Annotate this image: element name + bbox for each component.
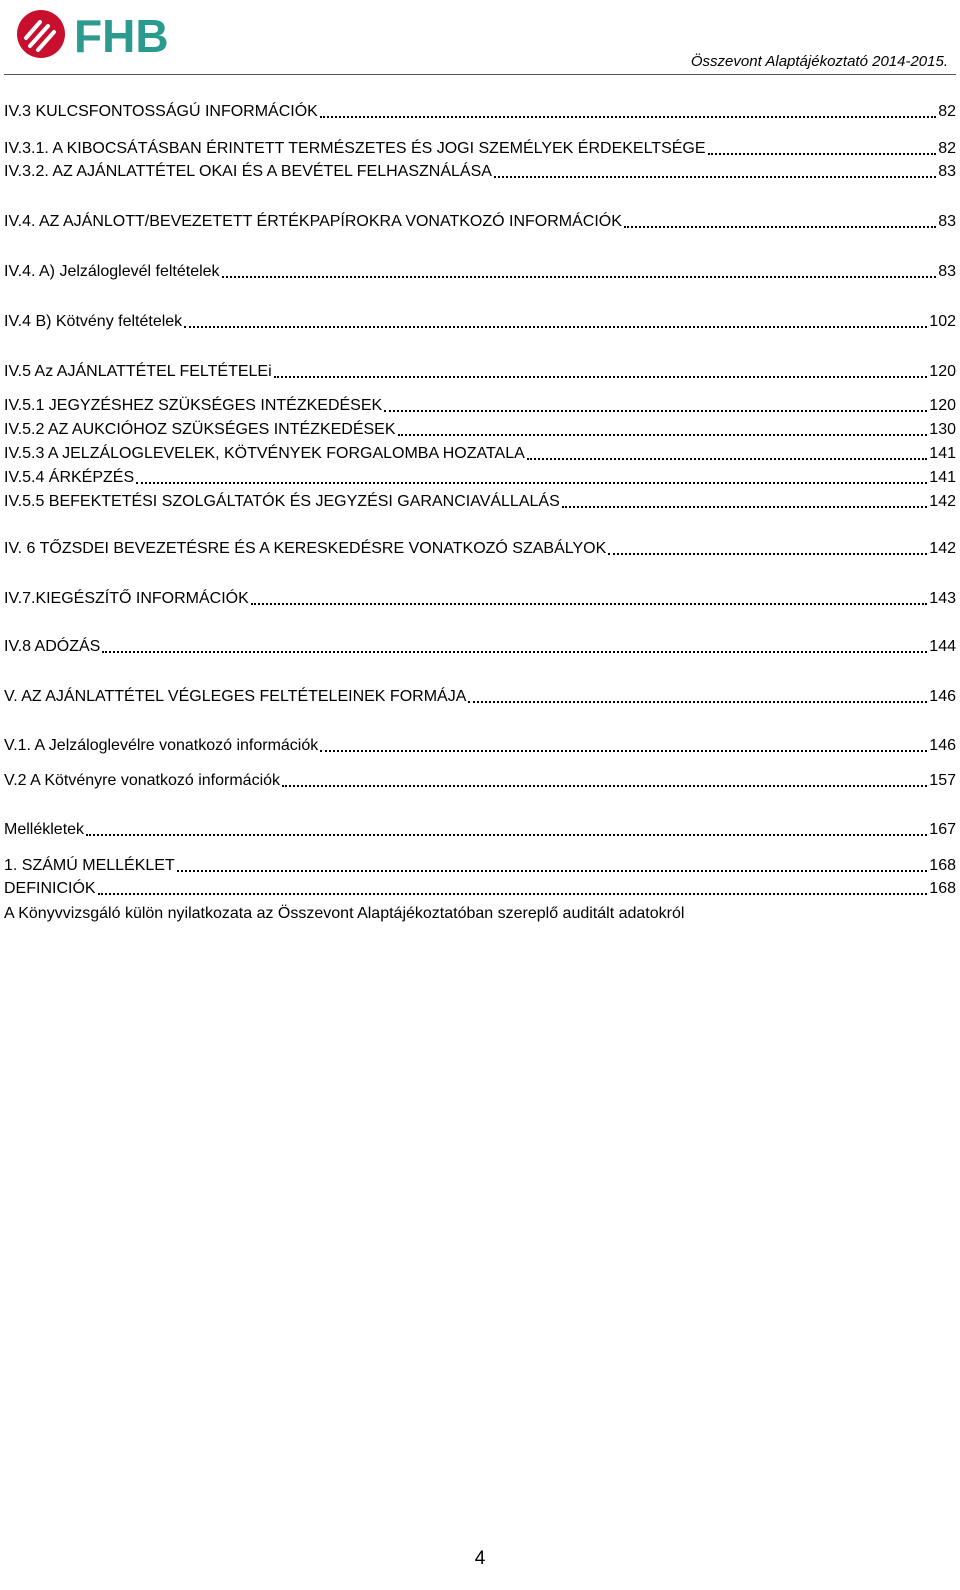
toc-entry-label: IV.5.3 A JELZÁLOGLEVELEK, KÖTVÉNYEK FORGALOMBA HOZATALA [4, 445, 525, 462]
toc-entry-label: V. AZ AJÁNLATTÉTEL VÉGLEGES FELTÉTELEINEK FORMÁJA [4, 688, 467, 705]
toc-entry-label: IV.5.1 JEGYZÉSHEZ SZÜKSÉGES INTÉZKEDÉSEK [4, 397, 383, 414]
toc-entry[interactable] [4, 260, 956, 282]
toc-entry-page: 82 [938, 140, 956, 157]
toc-entry-page: 146 [929, 737, 956, 754]
toc-entry[interactable] [4, 769, 956, 791]
svg-text:FHB: FHB [74, 10, 169, 60]
toc-entry-page: 102 [929, 313, 956, 330]
toc-entry-label: IV.4. AZ AJÁNLOTT/BEVEZETETT ÉRTÉKPAPÍROKRA VONATKOZÓ INFORMÁCIÓK [4, 213, 622, 230]
toc-entry-page: 146 [929, 688, 956, 705]
toc-entry-label: IV.8 ADÓZÁS [4, 638, 101, 655]
toc-entry-page: 83 [938, 263, 956, 280]
toc-entry-page: 83 [938, 213, 956, 230]
toc-entry-label: IV.7.KIEGÉSZÍTŐ INFORMÁCIÓK [4, 590, 249, 607]
toc-entry-label: V.1. A Jelzáloglevélre vonatkozó információk [4, 737, 319, 754]
fhb-logo [16, 8, 196, 60]
dot-leader [274, 375, 928, 378]
dot-leader [282, 784, 927, 787]
dot-leader [708, 152, 937, 155]
toc-entry-label: IV.4 B) Kötvény feltételek [4, 313, 183, 330]
dot-leader [624, 225, 936, 228]
toc-entry-page: 120 [929, 363, 956, 380]
dot-leader [384, 409, 927, 412]
dot-leader [608, 552, 927, 555]
toc-entry[interactable] [4, 902, 956, 924]
toc-entry-page: 168 [929, 880, 956, 897]
toc-entry-label: IV.5.5 BEFEKTETÉSI SZOLGÁLTATÓK ÉS JEGYZÉSI GARANCIAVÁLLALÁS [4, 493, 560, 510]
toc-entry-page: 83 [938, 163, 956, 180]
toc-entry-page: 130 [929, 421, 956, 438]
toc-entry-label: IV.5.4 ÁRKÉPZÉS [4, 469, 135, 486]
page-header [0, 0, 960, 76]
toc-entry[interactable] [4, 685, 956, 707]
toc-entry-page: 157 [929, 772, 956, 789]
toc-entry[interactable] [4, 877, 956, 899]
toc-entry-label: A Könyvvizsgáló külön nyilatkozata az Összevont Alaptájékoztatóban szereplő auditált adatokról [4, 905, 685, 922]
toc-entry[interactable] [4, 854, 956, 876]
toc-entry-page: 142 [929, 493, 956, 510]
toc-entry-label: IV.3.1. A KIBOCSÁTÁSBAN ÉRINTETT TERMÉSZETES ÉS JOGI SZEMÉLYEK ÉRDEKELTSÉGE [4, 140, 706, 157]
dot-leader [184, 325, 927, 328]
document-title-note: Összevont Alaptájékoztató 2014-2015. [690, 53, 948, 70]
dot-leader [177, 869, 928, 872]
toc-entry[interactable] [4, 418, 956, 440]
dot-leader [494, 175, 936, 178]
dot-leader [398, 433, 928, 436]
toc-entry[interactable] [4, 818, 956, 840]
toc-entry-page: 144 [929, 638, 956, 655]
toc-entry-label: V.2 A Kötvényre vonatkozó információk [4, 772, 281, 789]
toc-entry-page: 141 [929, 445, 956, 462]
toc-entry[interactable] [4, 360, 956, 382]
toc-entry-label: 1. SZÁMÚ MELLÉKLET [4, 857, 175, 874]
toc-entry-page: 141 [929, 469, 956, 486]
toc-entry-label: IV.5.2 AZ AUKCIÓHOZ SZÜKSÉGES INTÉZKEDÉSEK [4, 421, 396, 438]
toc-entry-label: IV.3.2. AZ AJÁNLATTÉTEL OKAI ÉS A BEVÉTEL FELHASZNÁLÁSA [4, 163, 492, 180]
toc-entry[interactable] [4, 160, 956, 182]
dot-leader [136, 481, 927, 484]
toc-entry-page: 167 [929, 821, 956, 838]
toc-entry-page: 168 [929, 857, 956, 874]
toc-entry-page: 143 [929, 590, 956, 607]
dot-leader [102, 650, 927, 653]
toc-entry-label: Mellékletek [4, 821, 85, 838]
toc-entry-label: IV. 6 TŐZSDEI BEVEZETÉSRE ÉS A KERESKEDÉSRE VONATKOZÓ SZABÁLYOK [4, 540, 607, 557]
toc-entry[interactable] [4, 490, 956, 512]
toc-entry-label: DEFINICIÓK [4, 880, 96, 897]
dot-leader [562, 505, 928, 508]
page-number: 4 [474, 1548, 486, 1569]
toc-entry-label: IV.3 KULCSFONTOSSÁGÚ INFORMÁCIÓK [4, 103, 318, 120]
toc-entry[interactable] [4, 537, 956, 559]
header-divider [4, 74, 956, 75]
toc-entry[interactable] [4, 635, 956, 657]
toc-entry[interactable] [4, 394, 956, 416]
dot-leader [98, 892, 928, 895]
toc-entry[interactable] [4, 587, 956, 609]
toc-entry[interactable] [4, 310, 956, 332]
toc-entry-page: 82 [938, 103, 956, 120]
toc-entry[interactable] [4, 210, 956, 232]
dot-leader [222, 275, 937, 278]
toc-entry[interactable] [4, 734, 956, 756]
toc-entry[interactable] [4, 100, 956, 122]
toc-entry-label: IV.4. A) Jelzáloglevél feltételek [4, 263, 220, 280]
toc-entry[interactable] [4, 137, 956, 159]
dot-leader [468, 700, 927, 703]
dot-leader [320, 115, 936, 118]
dot-leader [320, 749, 927, 752]
dot-leader [86, 833, 927, 836]
toc-entry[interactable] [4, 442, 956, 464]
toc-entry-page: 142 [929, 540, 956, 557]
toc-entry[interactable] [4, 466, 956, 488]
toc-entry-label: IV.5 Az AJÁNLATTÉTEL FELTÉTELEi [4, 363, 272, 380]
toc-entry-page: 120 [929, 397, 956, 414]
dot-leader [527, 457, 928, 460]
dot-leader [251, 602, 928, 605]
